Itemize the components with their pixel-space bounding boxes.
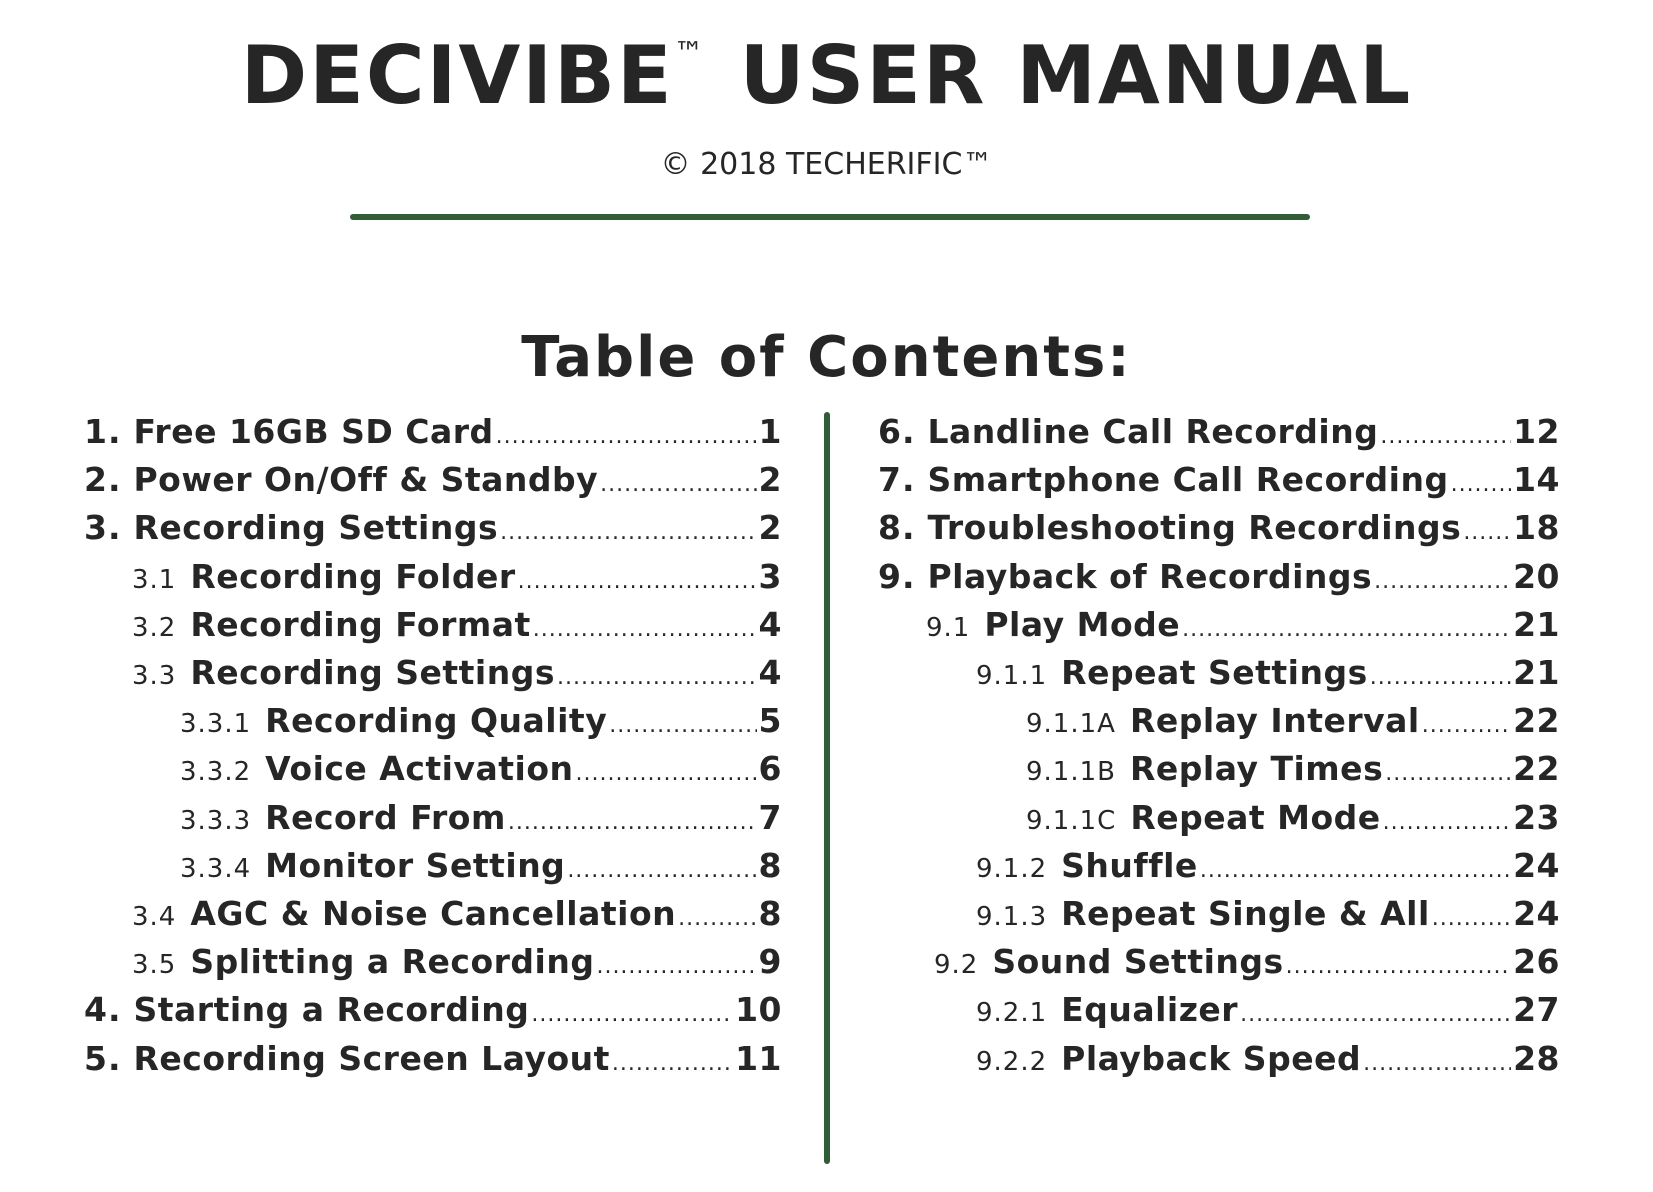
toc-dot-leader <box>1286 954 1511 979</box>
toc-entry-title: Repeat Single & All <box>1061 894 1430 933</box>
toc-entry[interactable] <box>84 990 782 1034</box>
toc-entry-page: 21 <box>1513 604 1560 644</box>
toc-entry-number: 3.3.1 <box>180 709 252 740</box>
toc-dot-leader <box>567 858 756 883</box>
toc-entry[interactable] <box>1026 749 1560 793</box>
toc-dot-leader <box>1363 1051 1511 1076</box>
toc-entry-title: Landline Call Recording <box>927 412 1379 451</box>
toc-entry-number: 9.1.3 <box>976 902 1048 932</box>
toc-entry-number: 3.3 <box>132 661 177 691</box>
toc-entry-title: Equalizer <box>1061 990 1239 1030</box>
toc-entry[interactable] <box>926 605 1560 649</box>
toc-entry[interactable] <box>934 942 1560 986</box>
header-divider <box>350 214 1310 220</box>
toc-entry-number: 7. <box>878 460 916 500</box>
title-rest: USER MANUAL <box>739 29 1413 122</box>
toc-dot-leader <box>600 472 756 497</box>
toc-entry[interactable] <box>1026 701 1560 745</box>
toc-entry-page: 9 <box>758 942 782 982</box>
toc-entry[interactable] <box>878 412 1560 456</box>
toc-entry-title: Replay Times <box>1130 749 1384 789</box>
toc-entry-number: 9. <box>878 556 916 596</box>
toc-entry[interactable] <box>976 894 1560 938</box>
toc-entry-number: 9.2.1 <box>976 998 1048 1029</box>
toc-entry[interactable] <box>180 749 782 793</box>
toc-entry-number: 3. <box>84 508 122 548</box>
toc-entry-title: Troubleshooting Recordings <box>927 508 1462 548</box>
toc-entry-number: 3.3.2 <box>180 757 252 788</box>
toc-entry-page: 4 <box>758 604 782 644</box>
toc-dot-leader <box>1380 424 1511 449</box>
toc-dot-leader <box>1240 1002 1511 1027</box>
toc-entry-title: Voice Activation <box>265 749 574 789</box>
toc-entry-page: 12 <box>1513 412 1560 451</box>
toc-entry-title: Recording Quality <box>265 701 608 741</box>
toc-entry-page: 7 <box>758 797 782 837</box>
toc-entry-title: Recording Settings <box>190 653 555 692</box>
toc-entry-number: 3.2 <box>132 612 177 643</box>
toc-entry[interactable] <box>878 460 1560 504</box>
toc-entry-page: 8 <box>758 894 782 933</box>
toc-entry-title: Recording Format <box>190 604 531 644</box>
toc-dot-leader <box>1374 569 1511 594</box>
toc-entry-page: 22 <box>1513 701 1560 741</box>
toc-entry-number: 9.2.2 <box>976 1046 1048 1077</box>
toc-dot-leader <box>678 906 756 931</box>
toc-entry-title: Power On/Off & Standby <box>133 460 599 500</box>
toc-entry[interactable] <box>976 990 1560 1034</box>
toc-entry[interactable] <box>84 412 782 456</box>
toc-entry-number: 9.2 <box>934 950 979 981</box>
toc-entry[interactable] <box>976 653 1560 697</box>
toc-entry[interactable] <box>976 846 1560 890</box>
toc-entry-number: 4. <box>84 990 122 1030</box>
toc-dot-leader <box>1385 761 1511 786</box>
toc-dot-leader <box>612 1051 733 1076</box>
toc-entry[interactable] <box>132 653 782 697</box>
toc-entry[interactable] <box>132 605 782 649</box>
toc-dot-leader <box>531 1002 733 1027</box>
copyright-line: © 2018 TECHERIFIC™ <box>660 147 993 182</box>
toc-entry-page: 26 <box>1513 942 1560 982</box>
toc-entry[interactable] <box>1026 798 1560 842</box>
toc-entry-number: 9.1.1C <box>1026 805 1117 836</box>
toc-dot-leader <box>533 617 757 642</box>
toc-entry-title: Recording Screen Layout <box>133 1038 610 1078</box>
toc-dot-leader <box>496 424 757 449</box>
toc-entry-number: 5. <box>84 1038 122 1078</box>
toc-dot-leader <box>1200 858 1511 883</box>
toc-entry[interactable] <box>180 701 782 745</box>
toc-entry-page: 3 <box>758 556 782 596</box>
toc-entry[interactable] <box>180 798 782 842</box>
toc-entry-title: AGC & Noise Cancellation <box>190 894 677 933</box>
toc-entry-title: Playback Speed <box>1061 1038 1362 1078</box>
toc-entry-title: Repeat Settings <box>1061 653 1368 692</box>
toc-dot-leader <box>1383 810 1511 835</box>
manual-title <box>0 29 1653 122</box>
toc-entry-title: Splitting a Recording <box>190 942 595 982</box>
toc-entry-title: Play Mode <box>984 604 1181 644</box>
toc-entry[interactable] <box>878 557 1560 601</box>
toc-entry-number: 9.1.1B <box>1026 757 1116 788</box>
toc-entry-title: Recording Folder <box>190 556 516 596</box>
toc-entry-page: 27 <box>1513 990 1560 1030</box>
toc-dot-leader <box>508 810 757 835</box>
toc-entry-title: Smartphone Call Recording <box>927 460 1449 500</box>
toc-dot-leader <box>596 954 756 979</box>
toc-entry-number: 3.1 <box>132 564 177 595</box>
toc-entry-page: 4 <box>758 653 782 692</box>
toc-entry-page: 8 <box>758 845 782 885</box>
toc-entry-page: 10 <box>735 990 782 1030</box>
toc-entry[interactable] <box>180 846 782 890</box>
toc-dot-leader <box>576 761 757 786</box>
toc-entry-title: Playback of Recordings <box>927 556 1373 596</box>
toc-entry-page: 1 <box>758 412 782 451</box>
toc-entry-title: Replay Interval <box>1129 701 1420 741</box>
toc-entry-page: 24 <box>1513 894 1560 933</box>
toc-entry[interactable] <box>132 894 782 938</box>
toc-entry-number: 8. <box>878 508 916 548</box>
toc-dot-leader <box>1182 617 1511 642</box>
toc-entry-page: 2 <box>758 508 782 548</box>
toc-entry-title: Starting a Recording <box>133 990 530 1030</box>
toc-entry-page: 20 <box>1513 556 1560 596</box>
toc-dot-leader <box>500 520 756 545</box>
toc-entry-number: 9.1.2 <box>976 853 1048 884</box>
toc-entry-number: 3.3.3 <box>180 805 252 836</box>
toc-entry-number: 6. <box>878 412 916 451</box>
toc-entry-page: 23 <box>1513 797 1560 837</box>
toc-entry-number: 3.4 <box>132 902 177 932</box>
toc-entry-title: Free 16GB SD Card <box>133 412 494 451</box>
toc-entry-number: 9.1.1 <box>976 661 1048 691</box>
toc-entry-page: 14 <box>1513 460 1560 500</box>
toc-entry[interactable] <box>132 557 782 601</box>
toc-entry-page: 6 <box>758 749 782 789</box>
toc-dot-leader <box>1422 713 1511 738</box>
toc-entry-page: 2 <box>758 460 782 500</box>
toc-entry-number: 3.3.4 <box>180 853 252 884</box>
toc-entry-title: Record From <box>265 797 506 837</box>
toc-entry-page: 18 <box>1513 508 1560 548</box>
toc-entry-page: 5 <box>758 701 782 741</box>
toc-entry-title: Monitor Setting <box>265 845 566 885</box>
toc-entry[interactable] <box>84 460 782 504</box>
toc-dot-leader <box>1451 472 1511 497</box>
toc-entry-page: 24 <box>1513 845 1560 885</box>
toc-entry-page: 22 <box>1513 749 1560 789</box>
toc-dot-leader <box>609 713 756 738</box>
toc-entry[interactable] <box>976 1039 1560 1083</box>
toc-entry-number: 2. <box>84 460 122 500</box>
trademark-symbol: ™ <box>673 36 704 71</box>
toc-entry-title: Repeat Mode <box>1130 797 1381 837</box>
title-brand: DECIVIBE <box>240 29 674 122</box>
toc-entry[interactable] <box>878 508 1560 552</box>
toc-entry-title: Sound Settings <box>992 942 1284 982</box>
toc-dot-leader <box>1370 665 1511 690</box>
toc-entry[interactable] <box>132 942 782 986</box>
toc-entry-number: 9.1.1A <box>1026 709 1116 740</box>
toc-dot-leader <box>1432 906 1511 931</box>
toc-entry-number: 9.1 <box>926 612 971 643</box>
toc-entry-page: 21 <box>1513 653 1560 692</box>
toc-entry[interactable] <box>84 1039 782 1083</box>
toc-entry-page: 11 <box>735 1038 782 1078</box>
toc-dot-leader <box>557 665 757 690</box>
toc-entry-page: 28 <box>1513 1038 1560 1078</box>
toc-entry-number: 3.5 <box>132 950 177 981</box>
column-divider <box>824 412 830 1164</box>
toc-entry-number: 1. <box>84 412 122 451</box>
toc-dot-leader <box>1463 520 1511 545</box>
toc-heading: Table of Contents: <box>521 325 1132 390</box>
toc-entry[interactable] <box>84 508 782 552</box>
toc-entry-title: Recording Settings <box>133 508 499 548</box>
toc-dot-leader <box>518 569 757 594</box>
toc-entry-title: Shuffle <box>1061 845 1198 885</box>
